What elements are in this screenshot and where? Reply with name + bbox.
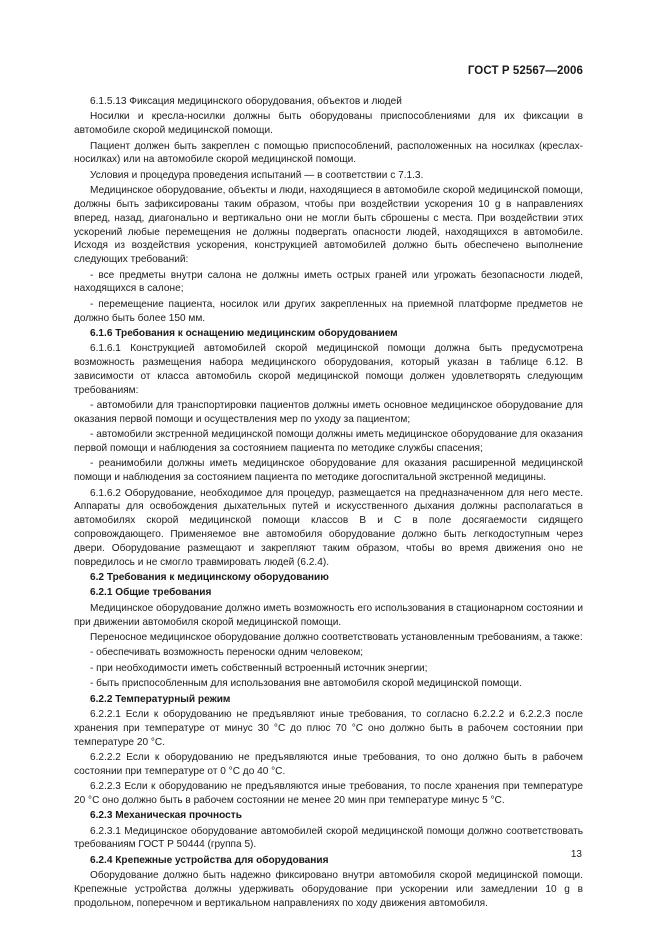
paragraph: 6.2.3.1 Медицинское оборудование автомобилей скорой медицинской помощи должно соответствовать требованиям ГОСТ Р 50444 (группа 5).: [74, 825, 583, 851]
paragraph: Медицинское оборудование, объекты и люди, находящиеся в автомобиле скорой медицинской помощи, должны быть зафиксированы таким образом, чтобы при воздействии ускорения 10 g в направлениях вперед, назад, диагонально и вертикально они не могли быть сброшены с места. При воздействии этих ускорений любые перемещения не должны подвергать опасности людей, находящихся в автомобиле. Исходя из воздействия ускорения, конструкцией автомобилей должно быть обеспечено выполнение следующих требований:: [74, 185, 583, 266]
paragraph: - при необходимости иметь собственный встроенный источник энергии;: [90, 662, 428, 674]
section-heading: 6.2.2 Температурный режим: [90, 693, 231, 705]
paragraph: - реанимобили должны иметь медицинское оборудование для оказания расширенной медицинской помощи и наблюдения за состоянием пациента по методике догоспитальной экстренной медицины.: [74, 458, 583, 484]
paragraph: - обеспечивать возможность переноски одним человеком;: [90, 647, 364, 659]
paragraph: 6.1.5.13 Фиксация медицинского оборудования, объектов и людей: [90, 96, 402, 107]
section-heading: 6.2.4 Крепежные устройства для оборудования: [90, 854, 329, 866]
paragraph: - все предметы внутри салона не должны иметь острых граней или угрожать безопасности людей, находящихся в салоне;: [74, 269, 583, 295]
document-body: [74, 95, 583, 912]
document-code-header: ГОСТ Р 52567—2006: [467, 65, 583, 77]
paragraph: 6.1.6.2 Оборудование, необходимое для процедур, размещается на предназначенном для него месте. Аппараты для освобождения дыхательных путей и искусственного дыхания должны располагаться в автомобилях скорой медицинской помощи классов В и С в поле досягаемости сидящего сопровождающего. Применяемое вне автомобиля оборудование должно быть легкодоступным через двери. Оборудование размещают и закрепляют таким образом, чтобы во время движения оно не повредилось и не смогло травмировать людей (6.2.4).: [74, 487, 583, 568]
section-heading: 6.2.1 Общие требования: [90, 587, 212, 599]
paragraph: Условия и процедура проведения испытаний — в соответствии с 7.1.3.: [90, 169, 424, 181]
paragraph: - перемещение пациента, носилок или других закрепленных на приемной платформе предметов не должно быть более 150 мм.: [74, 298, 583, 324]
paragraph: Пациент должен быть закреплен с помощью приспособлений, расположенных на носилках (креслах-носилках) или на автомобиле скорой медицинской помощи.: [74, 140, 583, 166]
paragraph: Оборудование должно быть надежно фиксировано внутри автомобиля скорой медицинской помощи. Крепежные устройства должны удерживать оборудование при ускорении или замедлении 10 g в продольном, поперечном и вертикальном направлениях по ходу движения автомобиля.: [74, 870, 583, 909]
paragraph: 6.2.2.2 Если к оборудованию не предъявляются иные требования, то оно должно быть в рабочем состоянии при температуре от 0 °С до 40 °С.: [74, 751, 583, 777]
paragraph: Медицинское оборудование должно иметь возможность его использования в стационарном состоянии и при движении автомобиля скорой медицинской помощи.: [74, 602, 583, 628]
paragraph: Носилки и кресла-носилки должны быть оборудованы приспособлениями для их фиксации в автомобиле скорой медицинской помощи.: [74, 111, 583, 137]
paragraph: - быть приспособленным для использования вне автомобиля скорой медицинской помощи.: [90, 678, 522, 690]
paragraph: 6.2.2.3 Если к оборудованию не предъявляются иные требования, то после хранения при температуре 20 °С оно должно быть в рабочем состоянии не менее 20 мин при температуре минус 5 °С.: [74, 781, 583, 806]
section-heading: 6.2.3 Механическая прочность: [90, 810, 242, 822]
paragraph: 6.2.2.1 Если к оборудованию не предъявляют иные требования, то согласно 6.2.2.2 и 6.2.2.3 после хранения при температуре от минус 30 °С до плюс 70 °С оно должно быть в рабочем состоянии при температуре 20 °С.: [74, 708, 583, 748]
paragraph: 6.1.6.1 Конструкцией автомобилей скорой медицинской помощи должна быть предусмотрена возможность размещения набора медицинского оборудования, который указан в таблице 6.12. В зависимости от класса автомобиль скорой медицинской помощи должен удовлетворять следующим требованиям:: [74, 343, 583, 396]
paragraph: - автомобили экстренной медицинской помощи должны иметь медицинское оборудование для оказания первой помощи и наблюдения за состоянием пациента по методике службы спасения;: [74, 429, 583, 455]
section-heading: 6.1.6 Требования к оснащению медицинским оборудованием: [90, 327, 398, 339]
section-heading: 6.2 Требования к медицинскому оборудованию: [90, 572, 329, 584]
page-number: 13: [570, 849, 582, 860]
paragraph: Переносное медицинское оборудование должно соответствовать установленным требованиям, а также:: [90, 631, 583, 643]
paragraph: - автомобили для транспортировки пациентов должны иметь основное медицинское оборудование для оказания первой помощи и осуществления мер по уходу за пациентом;: [74, 400, 583, 425]
